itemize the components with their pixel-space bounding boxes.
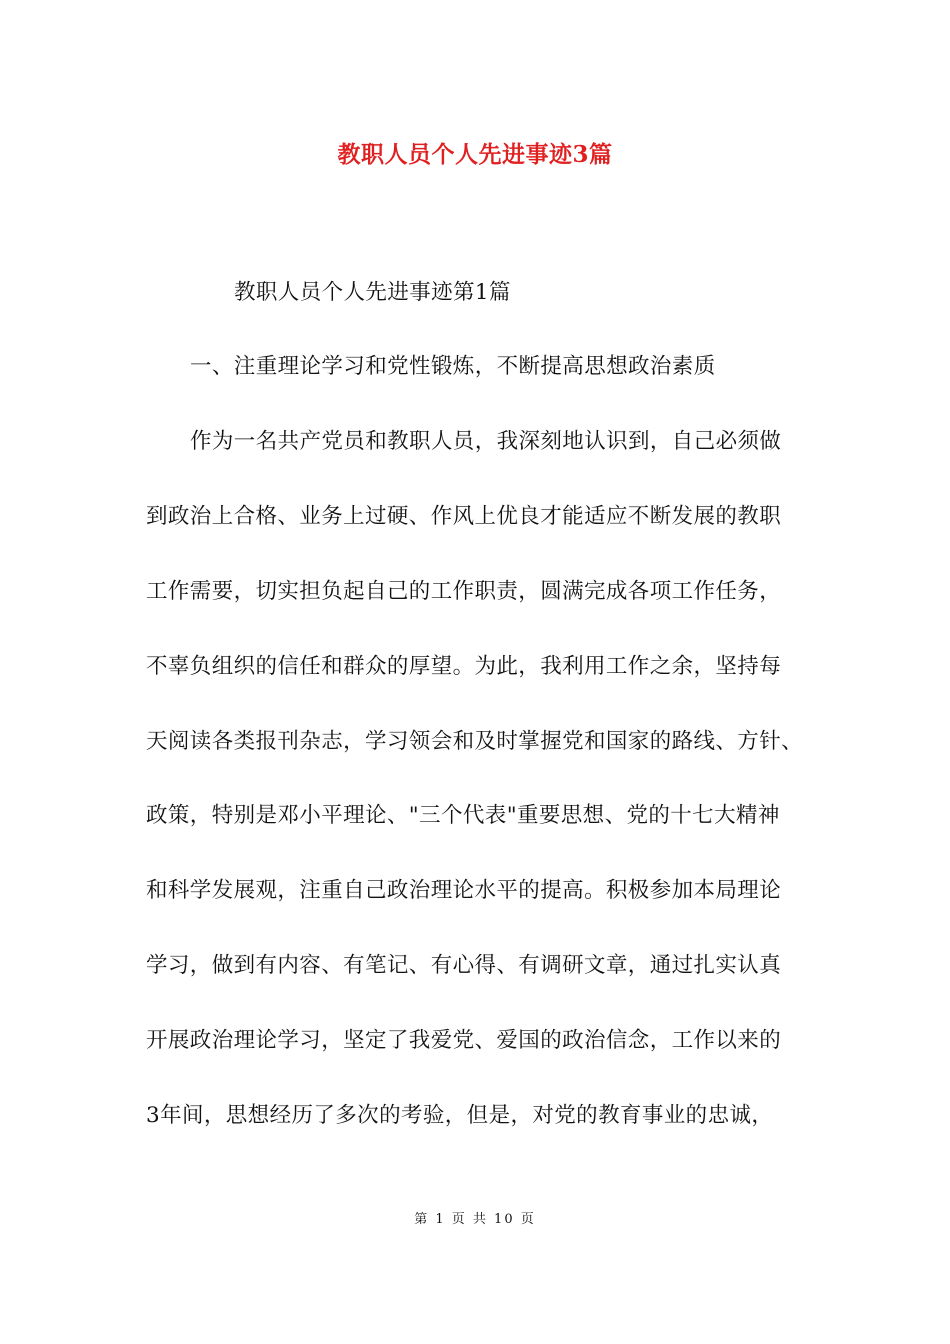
body-line: 到政治上合格、业务上过硬、作风上优良才能适应不断发展的教职 bbox=[146, 504, 782, 529]
section-heading: 一、注重理论学习和党性锻炼，不断提高思想政治素质 bbox=[190, 354, 716, 379]
body-line: 学习，做到有内容、有笔记、有心得、有调研文章，通过扎实认真 bbox=[146, 953, 782, 978]
article-subtitle: 教职人员个人先进事迹第1篇 bbox=[234, 280, 511, 305]
body-line: 天阅读各类报刊杂志，学习领会和及时掌握党和国家的路线、方针、 bbox=[146, 729, 804, 754]
body-line: 政策，特别是邓小平理论、"三个代表"重要思想、党的十七大精神 bbox=[146, 803, 780, 828]
body-line: 作为一名共产党员和教职人员，我深刻地认识到，自己必须做 bbox=[190, 429, 782, 454]
page-footer: 第 1 页 共 10 页 bbox=[414, 1212, 536, 1227]
body-line: 3年间，思想经历了多次的考验，但是，对党的教育事业的忠诚， bbox=[146, 1103, 774, 1128]
body-line: 工作需要，切实担负起自己的工作职责，圆满完成各项工作任务， bbox=[146, 579, 782, 604]
body-line: 和科学发展观，注重自己政治理论水平的提高。积极参加本局理论 bbox=[146, 878, 782, 903]
body-line: 开展政治理论学习，坚定了我爱党、爱国的政治信念，工作以来的 bbox=[146, 1028, 782, 1053]
body-line: 不辜负组织的信任和群众的厚望。为此，我利用工作之余，坚持每 bbox=[146, 654, 782, 679]
document-title: 教职人员个人先进事迹3篇 bbox=[337, 141, 613, 168]
